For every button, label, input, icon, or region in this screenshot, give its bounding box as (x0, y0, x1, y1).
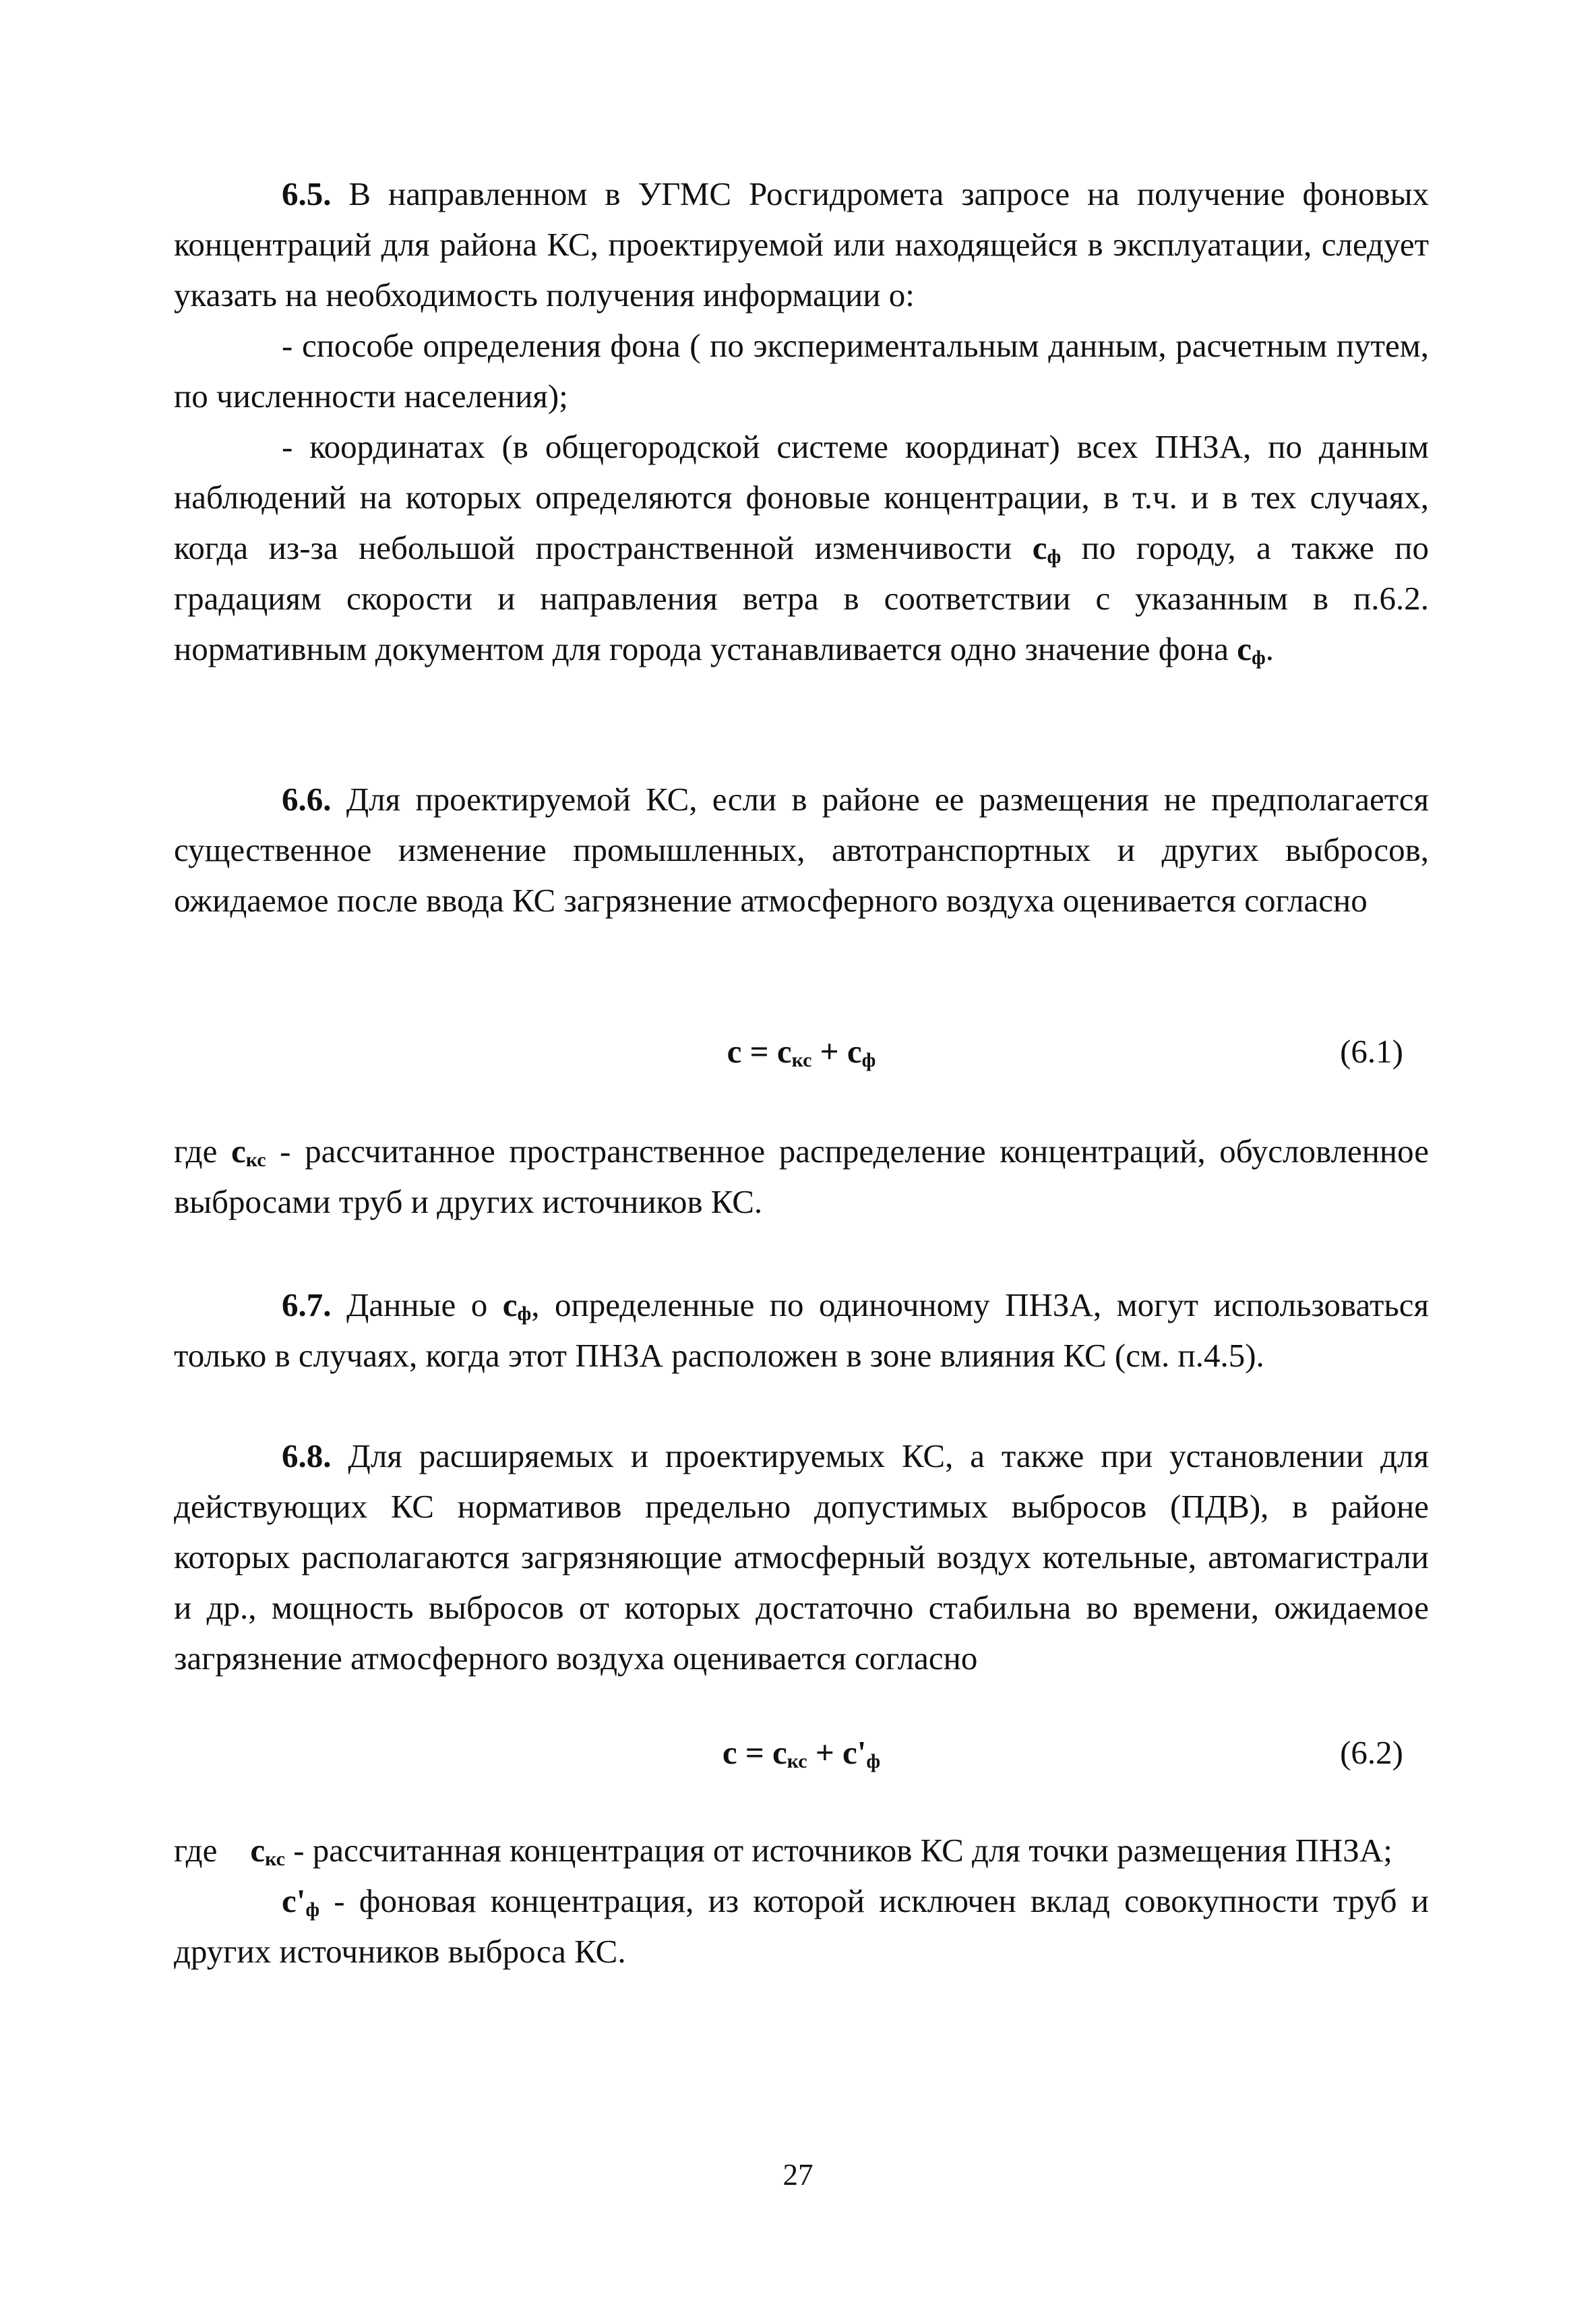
section-6-5 (174, 169, 1429, 674)
formula-number: (6.2) (1340, 1734, 1403, 1771)
formula-6-2-explanation (174, 1825, 1429, 1977)
paragraph: 6.5. В направленном в УГМС Росгидромета запросе на получение фоновых концентраций для района КС, проектируемой или находящейся в эксплуатации, следует указать на необходимость получения информации о: (174, 175, 1430, 313)
section-6-6 (174, 774, 1429, 926)
symbol-c-prime-f: $с'_ф$ (282, 1882, 320, 1921)
page-number: 27 (782, 2158, 814, 2192)
symbol-c-f: $с_ф$ (1032, 529, 1062, 568)
formula-6-1-explanation (174, 1126, 1429, 1227)
symbol-c-f: $с_ф$ (1237, 630, 1266, 669)
section-number: 6.5. (282, 175, 332, 212)
section-number: 6.7. (282, 1286, 332, 1323)
symbol-c-f: $с_ф$ (502, 1286, 532, 1325)
section-6-8 (174, 1431, 1429, 1683)
paragraph: 6.6. Для проектируемой КС, если в районе ее размещения не предполагается существенное изменение промышленных, автотранспортных и других выбросов, ожидаемое после ввода КС загрязнение атмосферного воздуха оценивается согласно (174, 781, 1430, 919)
formula-expression: $с = с_{кс} + с'_ф$ (722, 1734, 881, 1772)
section-number: 6.8. (282, 1437, 332, 1474)
symbol-c-kc: $с_{кс}$ (231, 1133, 266, 1171)
paragraph: 6.8. Для расширяемых и проектируемых КС, а также при установлении для действующих КС нормативов предельно допустимых выбросов (ПДВ), в районе которых располагаются загрязняющие атмосферный воздух котельные, автомагистрали и др., мощность выбросов от которых достаточно стабильна во времени, ожидаемое загрязнение атмосферного воздуха оценивается согласно (174, 1437, 1430, 1677)
section-6-7 (174, 1280, 1429, 1381)
symbol-c-kc: $с_{кс}$ (250, 1832, 285, 1870)
paragraph: $с'_ф$ - фоновая концентрация, из которой исключен вклад совокупности труб и других источников выброса КС. (174, 1882, 1429, 1970)
formula-6-2 (174, 1726, 1429, 1780)
formula-6-1 (174, 1025, 1429, 1079)
paragraph: где $с_{кс}$ - рассчитанная концентрация от источников КС для точки размещения ПНЗА; (174, 1832, 1392, 1870)
section-number: 6.6. (282, 781, 332, 818)
formula-expression: $с = с_{кс} + с_ф$ (727, 1033, 876, 1071)
paragraph: 6.7. Данные о $с_ф$, определенные по одиночному ПНЗА, могут использоваться только в случаях, когда этот ПНЗА расположен в зоне влияния КС (см. п.4.5). (174, 1286, 1430, 1374)
paragraph: - способе определения фона ( по экспериментальным данным, расчетным путем, по численности населения); (174, 327, 1429, 415)
paragraph: - координатах (в общегородской системе координат) всех ПНЗА, по данным наблюдений на которых определяются фоновые концентрации, в т.ч. и в тех случаях, когда из-за небольшой пространственной изменчивости $с_ф$ по городу, а также по градациям скорости и направления ветра в соответствии с указанным в п.6.2. нормативным документом для города устанавливается одно значение фона $с_ф$. (174, 428, 1429, 669)
formula-number: (6.1) (1340, 1033, 1403, 1070)
paragraph: где $с_{кс}$ - рассчитанное пространственное распределение концентраций, обусловленное выбросами труб и других источников КС. (174, 1133, 1429, 1220)
